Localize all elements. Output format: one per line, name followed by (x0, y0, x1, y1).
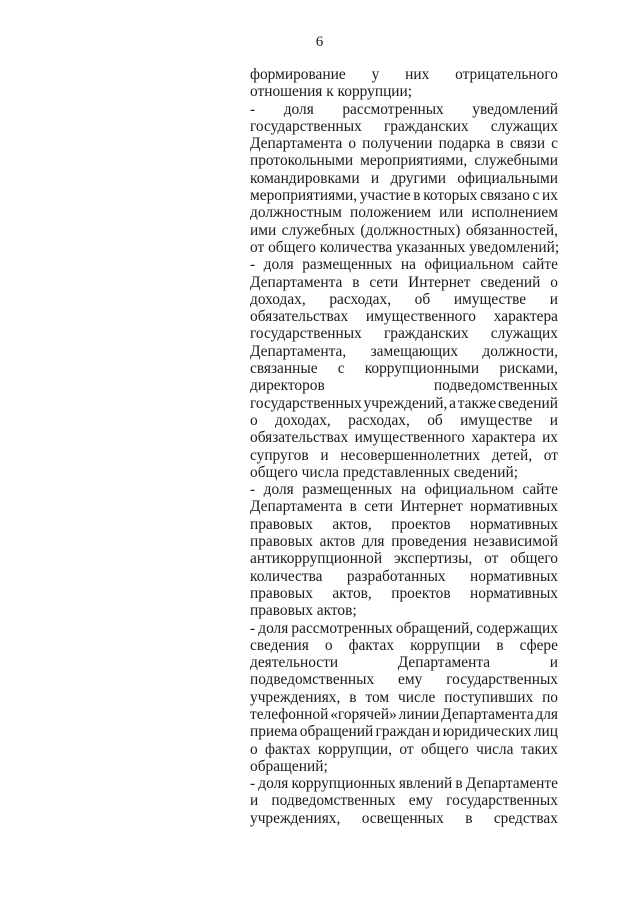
word: имущественного (365, 308, 477, 326)
word: в (496, 135, 504, 153)
text-line (250, 498, 558, 515)
word: Интернет (408, 273, 471, 291)
word: правовых (250, 533, 313, 551)
word: другими (390, 169, 447, 187)
word: детей, (491, 446, 533, 464)
text-line (250, 792, 558, 809)
word: в (496, 636, 504, 654)
word: гражданских (383, 325, 469, 343)
word: коррупционных (291, 775, 396, 793)
word: обращений, (395, 619, 474, 637)
word: и (250, 792, 259, 810)
text-line (250, 723, 558, 740)
word: участие (359, 187, 411, 205)
word: - (250, 256, 256, 274)
word: актов (319, 533, 356, 551)
word: замещающих (370, 342, 459, 360)
word: правовых (250, 515, 313, 533)
word: об (414, 290, 431, 308)
text-line (250, 602, 558, 619)
word: общего (510, 550, 558, 568)
word: сайте (522, 481, 558, 499)
word: гражданских (383, 117, 469, 135)
word: с (532, 187, 540, 205)
text-line (250, 170, 558, 187)
text-line (250, 775, 558, 792)
text-line (250, 550, 558, 567)
word: учреждениях, (250, 809, 341, 827)
word: доля (263, 256, 294, 274)
word: для (535, 705, 558, 723)
word: от общего количества указанных уведомлений; (250, 238, 560, 256)
word: и (549, 654, 558, 672)
text-line (250, 464, 558, 481)
word: обязательствах (250, 308, 349, 326)
word: на (400, 481, 416, 499)
word: служебными (474, 152, 558, 170)
text-line (250, 256, 558, 273)
word: нормативных (470, 498, 558, 516)
word: о (250, 411, 258, 429)
word: имущественного (354, 429, 465, 447)
text-line (250, 83, 558, 100)
text-line (250, 291, 558, 308)
word: нормативных (470, 515, 558, 533)
word: сфере (519, 636, 558, 654)
text-line (250, 758, 558, 775)
text-line (250, 135, 558, 152)
word: положением (349, 204, 431, 222)
word: также (457, 394, 497, 412)
text-line (250, 516, 558, 533)
word: экспертизы, (393, 550, 473, 568)
word: несовершеннолетних (340, 446, 481, 464)
word: юридических (442, 723, 532, 741)
word: - (250, 481, 256, 499)
text-line (250, 481, 558, 498)
word: государственных (250, 394, 362, 412)
text-line (250, 741, 558, 758)
word: государственных (250, 325, 362, 343)
word: сведений (480, 273, 541, 291)
word: Департамента (250, 273, 343, 291)
word: правовых актов; (250, 602, 357, 620)
word: подарка (438, 135, 491, 153)
word: которых (423, 187, 478, 205)
text-line (250, 377, 558, 394)
word: доля (258, 775, 289, 793)
word: от (484, 550, 499, 568)
word: характера (471, 429, 536, 447)
word: независимой (473, 533, 558, 551)
word: (должностных) (360, 221, 461, 239)
word: фактах (348, 636, 395, 654)
word: общего числа представленных сведений; (250, 463, 519, 481)
text-line (250, 274, 558, 291)
word: Департамента (397, 654, 491, 672)
word: числа (476, 740, 514, 758)
word: характера (493, 308, 558, 326)
word: телефонной (250, 705, 329, 723)
word: связано (480, 187, 530, 205)
word: а (449, 394, 456, 412)
text-line (250, 187, 558, 204)
word: служащих (490, 117, 558, 135)
word: имуществе (453, 290, 527, 308)
word: коррупционными (364, 360, 480, 378)
word: связи (509, 135, 546, 153)
word: сайте (522, 256, 558, 274)
word: обязанностей, (465, 221, 558, 239)
page-number: 6 (315, 34, 324, 50)
word: на (400, 256, 416, 274)
text-line (250, 204, 558, 221)
word: директоров (250, 377, 325, 395)
word: коррупции, (317, 740, 392, 758)
word: граждан (375, 723, 430, 741)
word: должностным (250, 204, 342, 222)
text-line (250, 118, 558, 135)
text-line (250, 689, 558, 706)
text-line (250, 706, 558, 723)
word: Департамента (250, 135, 343, 153)
word: государственных (446, 792, 558, 810)
word: их (542, 429, 558, 447)
word: учреждениях, (250, 688, 341, 706)
word: средствах (493, 809, 558, 827)
word: подведомственных (250, 671, 375, 689)
word: служебных (281, 221, 355, 239)
word: государственных (250, 117, 362, 135)
text-line (250, 152, 558, 169)
word: учреждений, (363, 394, 448, 412)
word: и (320, 446, 329, 464)
word: отношения к коррупции; (250, 83, 413, 101)
word: правовых (250, 584, 313, 602)
word: Департамента (441, 705, 534, 723)
word: Департамента (250, 498, 343, 516)
word: супругов (250, 446, 309, 464)
word: освещенных (361, 809, 444, 827)
word: в (413, 187, 421, 205)
word: нормативных (470, 567, 558, 585)
text-line (250, 585, 558, 602)
word: проектов (391, 584, 451, 602)
text-line (250, 429, 558, 446)
text-line (250, 239, 558, 256)
word: проведения (391, 533, 467, 551)
text-line (250, 810, 558, 827)
word: Департамента, (250, 342, 347, 360)
word: официальными (457, 169, 558, 187)
word: подведомственных (271, 792, 396, 810)
word: и (549, 290, 558, 308)
word: подведомственных (433, 377, 558, 395)
text-line (250, 412, 558, 429)
word: антикоррупционной (250, 550, 383, 568)
word: количества (250, 567, 323, 585)
word: - (250, 619, 256, 637)
word: о (324, 636, 333, 654)
word: формирование (250, 66, 346, 83)
word: расходах, (329, 290, 392, 308)
word: расходах, (348, 411, 410, 429)
word: актов, (332, 584, 372, 602)
word: таких (520, 740, 558, 758)
text-line (250, 637, 558, 654)
text-line (250, 395, 558, 412)
word: в (455, 775, 463, 793)
word: обращений; (250, 757, 328, 775)
body-text (250, 66, 558, 827)
word: официальном (424, 256, 514, 274)
text-line (250, 447, 558, 464)
word: рисками, (499, 360, 558, 378)
text-line (250, 654, 558, 671)
word: о (550, 273, 558, 291)
text-line (250, 343, 558, 360)
word: доходах, (250, 290, 306, 308)
word: и (370, 169, 380, 187)
word: протокольными (250, 152, 354, 170)
text-line (250, 533, 558, 550)
word: получении (362, 135, 433, 153)
word: у (371, 66, 380, 83)
word: числе (398, 688, 436, 706)
word: официальном (424, 481, 514, 499)
word: государственных (446, 671, 558, 689)
word: разработанных (346, 567, 446, 585)
text-line (250, 66, 558, 83)
word: уведомлений (472, 100, 558, 118)
word: связанные (250, 360, 318, 378)
word: приема (250, 723, 298, 741)
word: актов, (332, 515, 372, 533)
word: лиц (533, 723, 558, 741)
word: о (348, 135, 357, 153)
word: обращений (299, 723, 374, 741)
text-line (250, 222, 558, 239)
word: ими (250, 221, 277, 239)
word: сведений (497, 394, 558, 412)
text-line (250, 101, 558, 118)
word: в (349, 688, 357, 706)
word: мероприятиями, (250, 187, 358, 205)
word: в (349, 498, 357, 516)
word: рассмотренных (291, 619, 393, 637)
word: ему (408, 792, 434, 810)
word: от (399, 740, 414, 758)
text-line (250, 308, 558, 325)
word: Департаменте (465, 775, 558, 793)
word: размещенных (302, 481, 393, 499)
text-line (250, 325, 558, 342)
word: фактах (265, 740, 311, 758)
word: отрицательного (455, 66, 558, 83)
word: сети (369, 273, 399, 291)
text-line (250, 568, 558, 585)
word: мероприятиями, (360, 152, 468, 170)
word: поступивших (444, 688, 534, 706)
word: командировками (250, 169, 360, 187)
word: деятельности (250, 654, 339, 672)
word: в (465, 809, 473, 827)
word: имуществе (460, 411, 533, 429)
word: доходах, (275, 411, 331, 429)
word: или (439, 204, 464, 222)
word: них (405, 66, 430, 83)
word: об (427, 411, 443, 429)
word: и (549, 411, 558, 429)
word: с (551, 135, 558, 153)
word: и (432, 723, 441, 741)
word: коррупции (410, 636, 481, 654)
word: в (352, 273, 360, 291)
word: доля (283, 100, 314, 118)
word: нормативных (470, 584, 558, 602)
word: их (542, 187, 558, 205)
word: сети (364, 498, 394, 516)
text-line (250, 671, 558, 688)
word: по (542, 688, 558, 706)
word: - (250, 775, 256, 793)
word: «горячей» (330, 705, 397, 723)
word: доля (258, 619, 289, 637)
word: том (365, 688, 390, 706)
word: общего (420, 740, 469, 758)
word: ему (398, 671, 423, 689)
word: обязательствах (250, 429, 349, 447)
word: проектов (391, 515, 451, 533)
text-line (250, 620, 558, 637)
word: Интернет (400, 498, 463, 516)
text-line (250, 360, 558, 377)
word: исполнением (471, 204, 558, 222)
word: должности, (482, 342, 558, 360)
word: содержащих (476, 619, 558, 637)
word: о (250, 740, 258, 758)
word: явлений (398, 775, 453, 793)
word: сведения (250, 636, 309, 654)
word: от (543, 446, 558, 464)
word: для (361, 533, 385, 551)
word: линии (398, 705, 440, 723)
word: размещенных (302, 256, 393, 274)
word: рассмотренных (342, 100, 444, 118)
word: служащих (490, 325, 558, 343)
word: - (250, 100, 256, 118)
word: с (337, 360, 345, 378)
word: доля (263, 481, 294, 499)
